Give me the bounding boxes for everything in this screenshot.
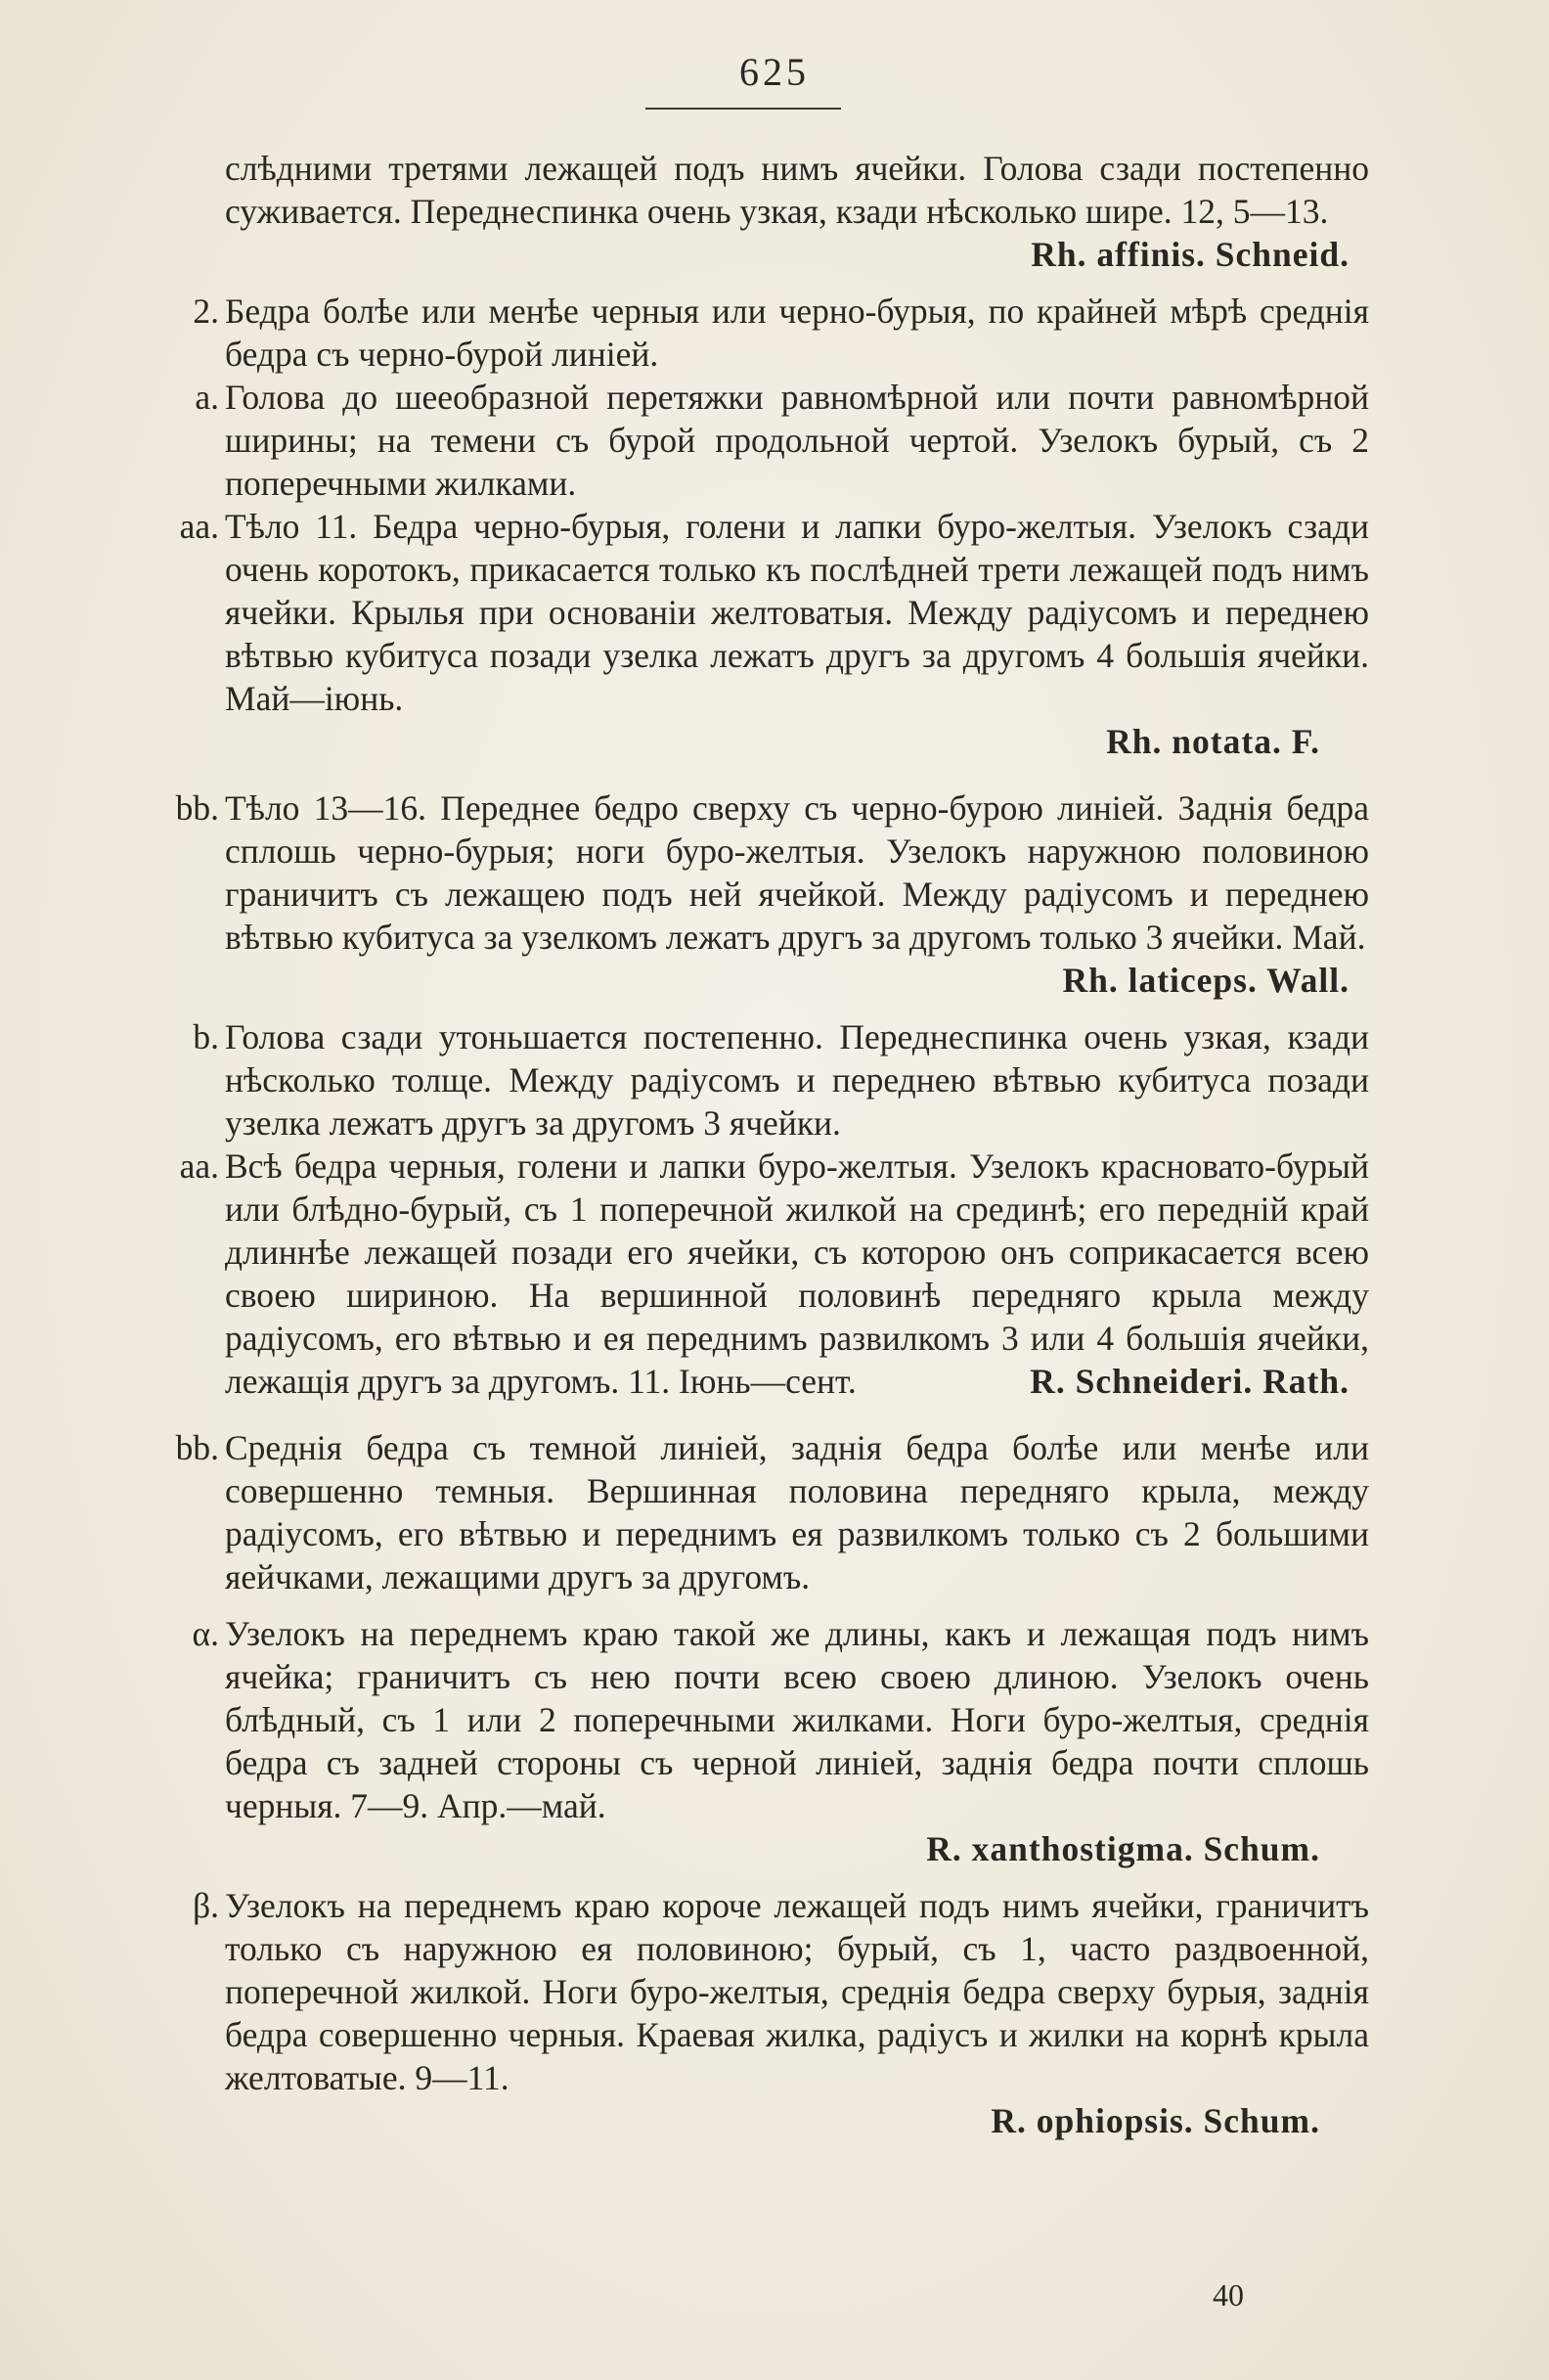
entry-block xyxy=(175,786,1369,1002)
species-name: R. Schneideri. Rath. xyxy=(1030,1362,1350,1401)
header-rule xyxy=(645,108,841,110)
entry-text: Голова до шееобразной перетяжки равномѣрной или почти равномѣрной ширины; на темени съ бурой продольной чертой. Узелокъ бурый, съ 2 поперечными жилками. xyxy=(225,378,1369,503)
entry-label: bb. xyxy=(175,1428,219,1467)
entry-text: Среднія бедра съ темной линіей, заднія бедра болѣе или менѣе или совершенно темныя. Вершинная половина передняго крыла, между радіусомъ, его вѣтвью и переднимъ ея развилкомъ только съ 2 большими яейчками, лежащими другъ за другомъ. xyxy=(225,1428,1369,1596)
entry-block xyxy=(175,1426,1369,1598)
species-name: R. ophiopsis. Schum. xyxy=(991,2101,1320,2140)
sheet-number: 40 xyxy=(1213,2277,1244,2313)
entry-label: α. xyxy=(192,1614,219,1653)
entry-text: Бедра болѣе или менѣе черныя или черно-бурыя, по крайней мѣрѣ среднія бедра съ черно-бурой линіей. xyxy=(225,292,1369,374)
entry-label: aa. xyxy=(179,507,219,546)
entry-block xyxy=(196,147,1369,276)
entry-block xyxy=(179,1145,1369,1403)
species-name: R. xanthostigma. Schum. xyxy=(926,1829,1320,1868)
entry-text: слѣдними третями лежащей подъ нимъ ячейки. Голова сзади постепенно суживается. Переднеспинка очень узкая, кзади нѣсколько шире. 12, 5—13. xyxy=(225,149,1369,231)
entry-label: aa. xyxy=(179,1146,219,1186)
entry-block xyxy=(179,505,1369,763)
entry-label: b. xyxy=(193,1017,219,1056)
entry-block xyxy=(192,1612,1369,1870)
entry-block xyxy=(193,1884,1369,2142)
entry-text: Узелокъ на переднемъ краю такой же длины, какъ и лежащая подъ нимъ ячейка; граничитъ съ нею почти всею своею длиною. Узелокъ очень блѣдный, съ 1 или 2 поперечными жилками. Ноги буро-желтыя, среднія бедра съ задней стороны съ черной линіей, заднія бедра почти сплошь черныя. 7—9. Апр.—май. xyxy=(225,1614,1369,1825)
entry-text: Тѣло 11. Бедра черно-бурыя, голени и лапки буро-желтыя. Узелокъ сзади очень коротокъ, прикасается только къ послѣдней трети лежащей подъ нимъ ячейки. Крылья при основаніи желтоватыя. Между радіусомъ и переднею вѣтвью кубитуса позади узелка лежатъ другъ за другомъ 4 большія ячейки. Май—іюнь. xyxy=(225,507,1369,718)
entry-text: Всѣ бедра черныя, голени и лапки буро-желтыя. Узелокъ красновато-бурый или блѣдно-бурый, съ 1 поперечной жилкой на срединѣ; его передній край длиннѣе лежащей позади его ячейки, съ которою онъ соприкасается всею своею шириною. На вершинной половинѣ передняго крыла между радіусомъ, его вѣтвью и ея переднимъ развилкомъ 3 или 4 большія ячейки, лежащія другъ за другомъ. 11. Іюнь—сент. xyxy=(225,1146,1369,1401)
entry-text: Узелокъ на переднемъ краю короче лежащей подъ нимъ ячейки, граничитъ только съ наружною ея половиною; бурый, съ 1, часто раздвоенной, поперечной жилкой. Ноги буро-желтыя, среднія бедра сверху бурыя, заднія бедра совершенно черныя. Краевая жилка, радіусъ и жилки на корнѣ крыла желтоватые. 9—11. xyxy=(225,1886,1369,2097)
species-name: Rh. notata. F. xyxy=(1106,722,1320,761)
species-name: Rh. affinis. Schneid. xyxy=(1031,235,1350,274)
entry-text: Голова сзади утоньшается постепенно. Переднеспинка очень узкая, кзади нѣсколько толще. Между радіусомъ и переднею вѣтвью кубитуса позади узелка лежатъ другъ за другомъ 3 ячейки. xyxy=(225,1017,1369,1143)
entry-block xyxy=(193,290,1369,376)
species-name: Rh. laticeps. Wall. xyxy=(1062,961,1350,1000)
entry-label: 2. xyxy=(193,292,219,331)
entry-text: Тѣло 13—16. Переднее бедро сверху съ черно-бурою линіей. Заднія бедра сплошь черно-бурыя; ноги буро-желтыя. Узелокъ наружною половиною граничитъ съ лежащею подъ ней ячейкой. Между радіусомъ и переднею вѣтвью кубитуса за узелкомъ лежатъ другъ за другомъ только 3 ячейки. Май. xyxy=(225,788,1369,957)
page-number: 625 xyxy=(739,50,810,94)
entry-block xyxy=(196,376,1369,505)
page-body xyxy=(175,147,1369,2142)
entry-label: a. xyxy=(195,378,219,417)
entry-block xyxy=(193,1015,1369,1145)
entry-label: β. xyxy=(193,1886,219,1925)
entry-label: bb. xyxy=(175,788,219,828)
